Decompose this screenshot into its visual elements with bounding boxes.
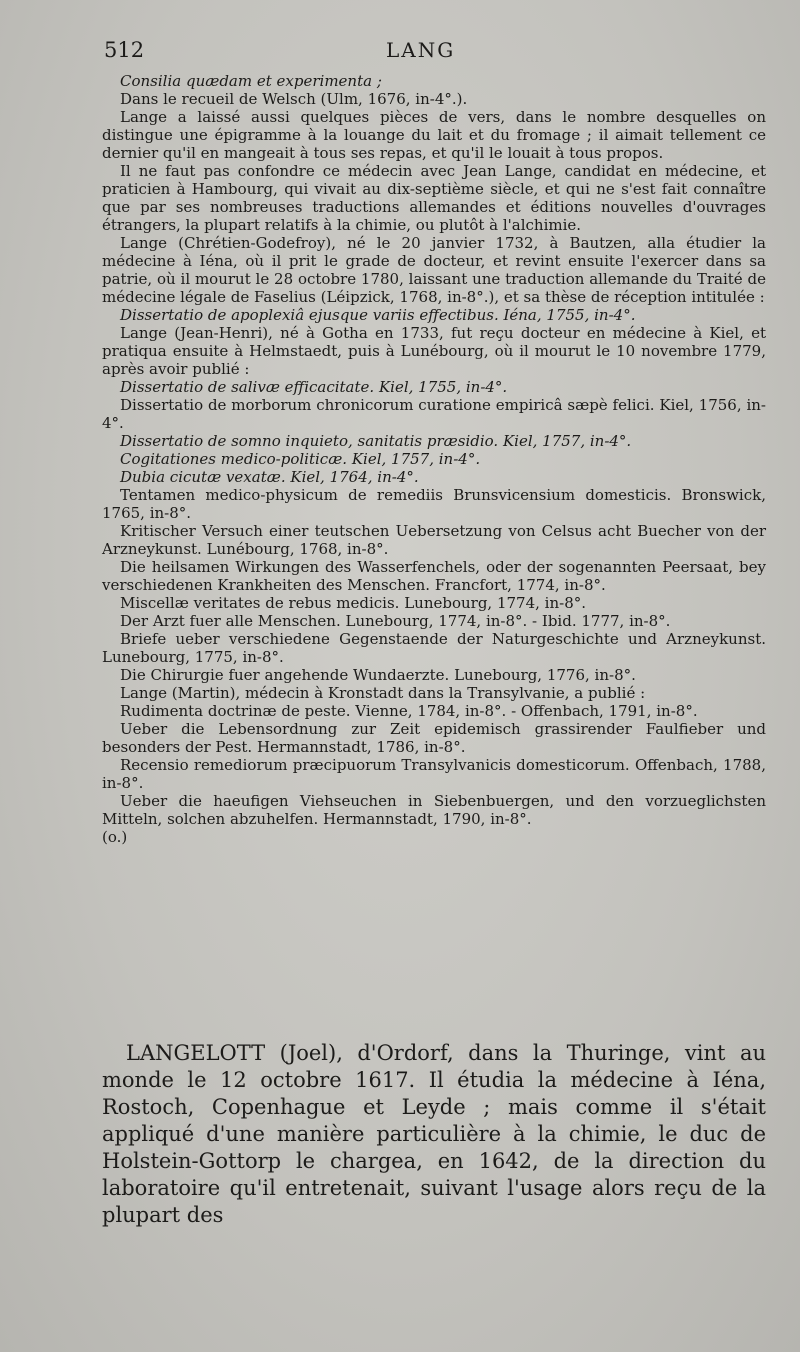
paragraph: Dans le recueil de Welsch (Ulm, 1676, in-4°.). [120, 90, 468, 108]
paragraph: Dissertatio de salivæ efficacitate. Kiel, 1755, in-4°. [120, 378, 508, 396]
paragraph: Die heilsamen Wirkungen des Wasserfenchels, oder der sogenannten Peersaat, bey verschiedenen Krankheiten des Menschen. Francfort, 1774, in-8°. [102, 558, 766, 594]
paragraph: Dissertatio de apoplexiâ ejusque variis effectibus. Iéna, 1755, in-4°. [120, 306, 636, 324]
next-article-paragraph: LANGELOTT (Joel), d'Ordorf, dans la Thuringe, vint au monde le 12 octobre 1617. Il étudia la médecine à Iéna, Rostoch, Copenhague et Leyde ; mais comme il s'était appliqué d'une manière particulière à la chimie, le duc de Holstein-Gottorp le chargea, en 1642, de la direction du laboratoire qu'il entretenait, suivant l'usage alors reçu de la plupart des [102, 1041, 766, 1227]
paragraph: Tentamen medico-physicum de remediis Brunsvicensium domesticis. Bronswick, 1765, in-8°. [102, 486, 766, 522]
paragraph: Lange (Martin), médecin à Kronstadt dans la Transylvanie, a publié : [120, 684, 646, 702]
main-text-small [102, 72, 766, 846]
paragraph: Recensio remediorum præcipuorum Transylvanicis domesticorum. Offenbach, 1788, in-8°. [102, 756, 766, 792]
paragraph: Dissertatio de morborum chronicorum curatione empiricâ sæpè felici. Kiel, 1756, in-4°. [102, 396, 766, 432]
paragraph: Lange a laissé aussi quelques pièces de vers, dans le nombre desquelles on distingue une épigramme à la louange du lait et du fromage ; il aimait tellement ce dernier qu'il en mangeait à tous ses repas, et qu'il le louait à tous propos. [102, 108, 766, 162]
paragraph: Briefe ueber verschiedene Gegenstaende der Naturgeschichte und Arzneykunst. Lunebourg, 1775, in-8°. [102, 630, 766, 666]
paragraph: Consilia quædam et experimenta ; [120, 72, 382, 90]
paragraph: Il ne faut pas confondre ce médecin avec Jean Lange, candidat en médecine, et praticien à Hambourg, qui vivait au dix-septième siècle, et qui ne s'est fait connaître que par ses nombreuses traductions allemandes et éditions nouvelles d'ouvrages étrangers, la plupart relatifs à la chimie, ou plutôt à l'alchimie. [102, 162, 766, 234]
page-header [104, 38, 764, 68]
paragraph: Lange (Jean-Henri), né à Gotha en 1733, fut reçu docteur en médecine à Kiel, et pratiqua ensuite à Helmstaedt, puis à Lunébourg, où il mourut le 10 novembre 1779, après avoir publié : [102, 324, 766, 378]
paragraph: Dubia cicutæ vexatæ. Kiel, 1764, in-4°. [120, 468, 419, 486]
paragraph: Cogitationes medico-politicæ. Kiel, 1757, in-4°. [120, 450, 481, 468]
page-number: 512 [104, 38, 145, 62]
paragraph: Der Arzt fuer alle Menschen. Lunebourg, 1774, in-8°. - Ibid. 1777, in-8°. [120, 612, 671, 630]
paragraph: Lange (Chrétien-Godefroy), né le 20 janvier 1732, à Bautzen, alla étudier la médecine à Iéna, où il prit le grade de docteur, et revint ensuite l'exercer dans sa patrie, où il mourut le 28 octobre 1780, laissant une traduction allemande du Traité de médecine légale de Faselius (Léipzick, 1768, in-8°.), et sa thèse de réception intitulée : [102, 234, 766, 306]
paragraph: Ueber die Lebensordnung zur Zeit epidemisch grassirender Faulfieber und besonders der Pest. Hermannstadt, 1786, in-8°. [102, 720, 766, 756]
paragraph: Rudimenta doctrinæ de peste. Vienne, 1784, in-8°. - Offenbach, 1791, in-8°. [120, 702, 698, 720]
paragraph: Ueber die haeufigen Viehseuchen in Siebenbuergen, und den vorzueglichsten Mitteln, solchen abzuhelfen. Hermannstadt, 1790, in-8°. [102, 792, 766, 828]
paragraph: (o.) [102, 828, 128, 846]
paragraph: Dissertatio de somno inquieto, sanitatis præsidio. Kiel, 1757, in-4°. [120, 432, 632, 450]
paragraph: Kritischer Versuch einer teutschen Uebersetzung von Celsus acht Buecher von der Arzneykunst. Lunébourg, 1768, in-8°. [102, 522, 766, 558]
next-article [102, 1040, 766, 1229]
paragraph: Die Chirurgie fuer angehende Wundaerzte. Lunebourg, 1776, in-8°. [120, 666, 636, 684]
running-title: LANG [386, 38, 456, 62]
paragraph: Miscellæ veritates de rebus medicis. Lunebourg, 1774, in-8°. [120, 594, 587, 612]
